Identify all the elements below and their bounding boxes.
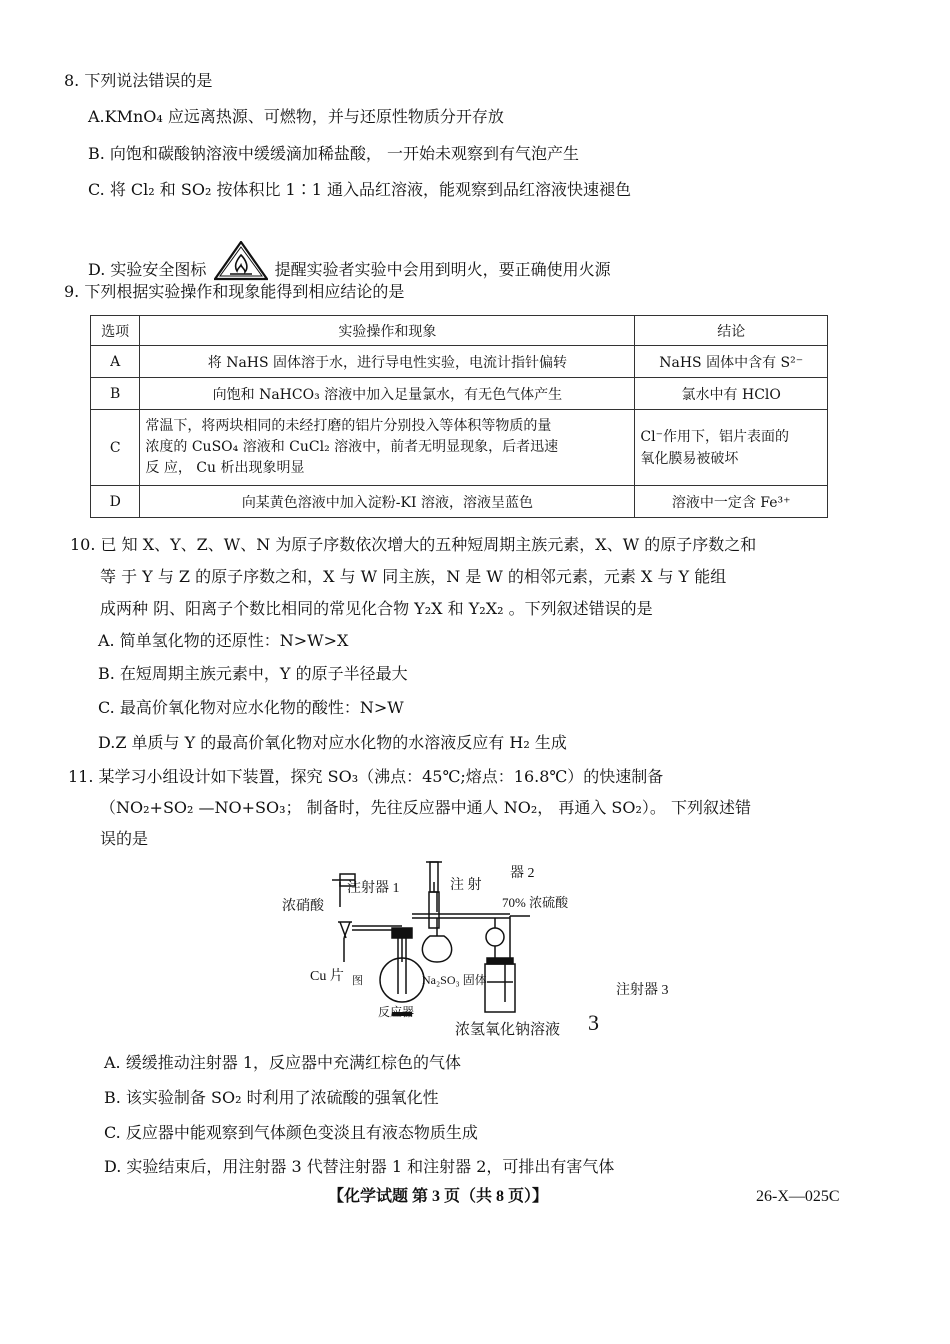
row-conclusion: NaHS 固体中含有 S²⁻: [635, 346, 828, 378]
table-header-row: [91, 316, 828, 346]
q10-option-d: D.Z 单质与 Y 的最高价氧化物对应水化物的水溶液反应有 H₂ 生成: [98, 733, 567, 752]
flame-warning-icon: [214, 241, 268, 281]
row-operation: [140, 410, 635, 486]
row-conclusion: 氯水中有 HClO: [635, 378, 828, 410]
row-conclusion-line: 氧化膜易被破坏: [640, 450, 739, 467]
fig-label-syringe2b: 器 2: [510, 866, 535, 881]
q11-option-d: D. 实验结束后，用注射器 3 代替注射器 1 和注射器 2，可排出有害气体: [104, 1157, 615, 1176]
fig-label-cu: Cu 片: [310, 969, 344, 984]
row-operation-line: 浓度的 CuSO₄ 溶液和 CuCl₂ 溶液中，前者无明显现象，后者迅速: [145, 439, 559, 455]
q11-option-c: C. 反应器中能观察到气体颜色变淡且有液态物质生成: [104, 1123, 478, 1142]
fig-label-syringe2a: 注 射: [450, 878, 482, 893]
row-option: A: [91, 346, 140, 378]
q8-option-c: C. 将 Cl₂ 和 SO₂ 按体积比 1∶1 通入品红溶液，能观察到品红溶液快速褪色: [88, 180, 631, 199]
q9-stem: 9. 下列根据实验操作和现象能得到相应结论的是: [64, 282, 405, 301]
q11-stem-line2: （NO₂+SO₂ —NO+SO₃； 制备时，先往反应器中通人 NO₂， 再通入 SO₂）。 下列叙述错: [100, 798, 751, 817]
q8-option-b: B. 向饱和碳酸钠溶液中缓缓滴加稀盐酸， 一开始未观察到有气泡产生: [88, 144, 580, 163]
fig-label-syringe3: 注射器 3: [616, 983, 669, 998]
fig-label-naoh: 浓氢氧化钠溶液: [455, 1022, 561, 1038]
row-option: C: [91, 410, 140, 486]
table-row: [91, 346, 828, 378]
apparatus-figure: [280, 852, 680, 1042]
q10-stem-line1: 10. 已 知 X、Y、Z、W、N 为原子序数依次增大的五种短周期主族元素，X、W 的原子序数之和: [70, 535, 757, 554]
q8-option-a: A.KMnO₄ 应远离热源、可燃物，并与还原性物质分开存放: [88, 107, 504, 126]
row-operation: 向饱和 NaHCO₃ 溶液中加入足量氯水，有无色气体产生: [140, 378, 635, 410]
q10-option-c: C. 最高价氧化物对应水化物的酸性：N>W: [98, 698, 404, 717]
fig-label-tu: 图: [352, 975, 363, 987]
q8-stem: 8. 下列说法错误的是: [64, 71, 213, 90]
row-option: D: [91, 486, 140, 518]
fig-label-acid70: 70% 浓硫酸: [502, 895, 569, 910]
table-header-operation: 实验操作和现象: [140, 316, 635, 346]
q11-option-b: B. 该实验制备 SO₂ 时利用了浓硫酸的强氧化性: [104, 1088, 439, 1107]
q11-stem-line3: 误的是: [100, 829, 149, 848]
row-operation-line: 反 应， Cu 析出现象明显: [145, 460, 305, 476]
fig-label-na2so3: Na₂SO₃ 固体: [422, 973, 487, 987]
row-operation: 将 NaHS 固体溶于水，进行导电性实验，电流计指针偏转: [140, 346, 635, 378]
row-conclusion-line: Cl⁻作用下，铝片表面的: [640, 428, 789, 445]
q10-stem-line3: 成两种 阴、阳离子个数比相同的常见化合物 Y₂X 和 Y₂X₂ 。下列叙述错误的是: [100, 599, 653, 618]
fig-label-three: 3: [588, 1010, 599, 1035]
row-conclusion: 溶液中一定含 Fe³⁺: [635, 486, 828, 518]
table-row: [91, 486, 828, 518]
q11-stem-line1: 11. 某学习小组设计如下装置，探究 SO₃（沸点：45℃;熔点：16.8℃）的快速制备: [68, 767, 664, 786]
row-conclusion: [635, 410, 828, 486]
q9-table: [90, 315, 828, 518]
q8-option-d-post: 提醒实验者实验中会用到明火，要正确使用火源: [274, 260, 611, 279]
row-option: B: [91, 378, 140, 410]
q10-option-a: A. 简单氢化物的还原性：N>W>X: [98, 631, 349, 650]
table-row: [91, 378, 828, 410]
page-footer-title: 【化学试题 第 3 页（共 8 页）】: [328, 1188, 549, 1205]
q11-option-a: A. 缓缓推动注射器 1，反应器中充满红棕色的气体: [104, 1053, 461, 1072]
fig-label-syringe1: 注射器 1: [347, 881, 400, 896]
q8-option-d: [88, 241, 611, 281]
page-footer-code: 26-X—025C: [756, 1188, 840, 1205]
row-operation-line: 常温下，将两块相同的未经打磨的铝片分别投入等体积等物质的量: [145, 418, 552, 434]
row-operation: 向某黄色溶液中加入淀粉-KI 溶液，溶液呈蓝色: [140, 486, 635, 518]
q10-stem-line2: 等 于 Y 与 Z 的原子序数之和，X 与 W 同主族，N 是 W 的相邻元素，元素 X 与 Y 能组: [100, 567, 727, 586]
fig-label-hno3: 浓硝酸: [282, 899, 324, 914]
table-header-conclusion: 结论: [635, 316, 828, 346]
q10-option-b: B. 在短周期主族元素中，Y 的原子半径最大: [98, 664, 408, 683]
table-row: [91, 410, 828, 486]
fig-label-reactor: 反应器: [378, 1005, 415, 1019]
table-header-option: 选项: [91, 316, 140, 346]
q8-option-d-pre: D. 实验安全图标: [88, 260, 207, 279]
